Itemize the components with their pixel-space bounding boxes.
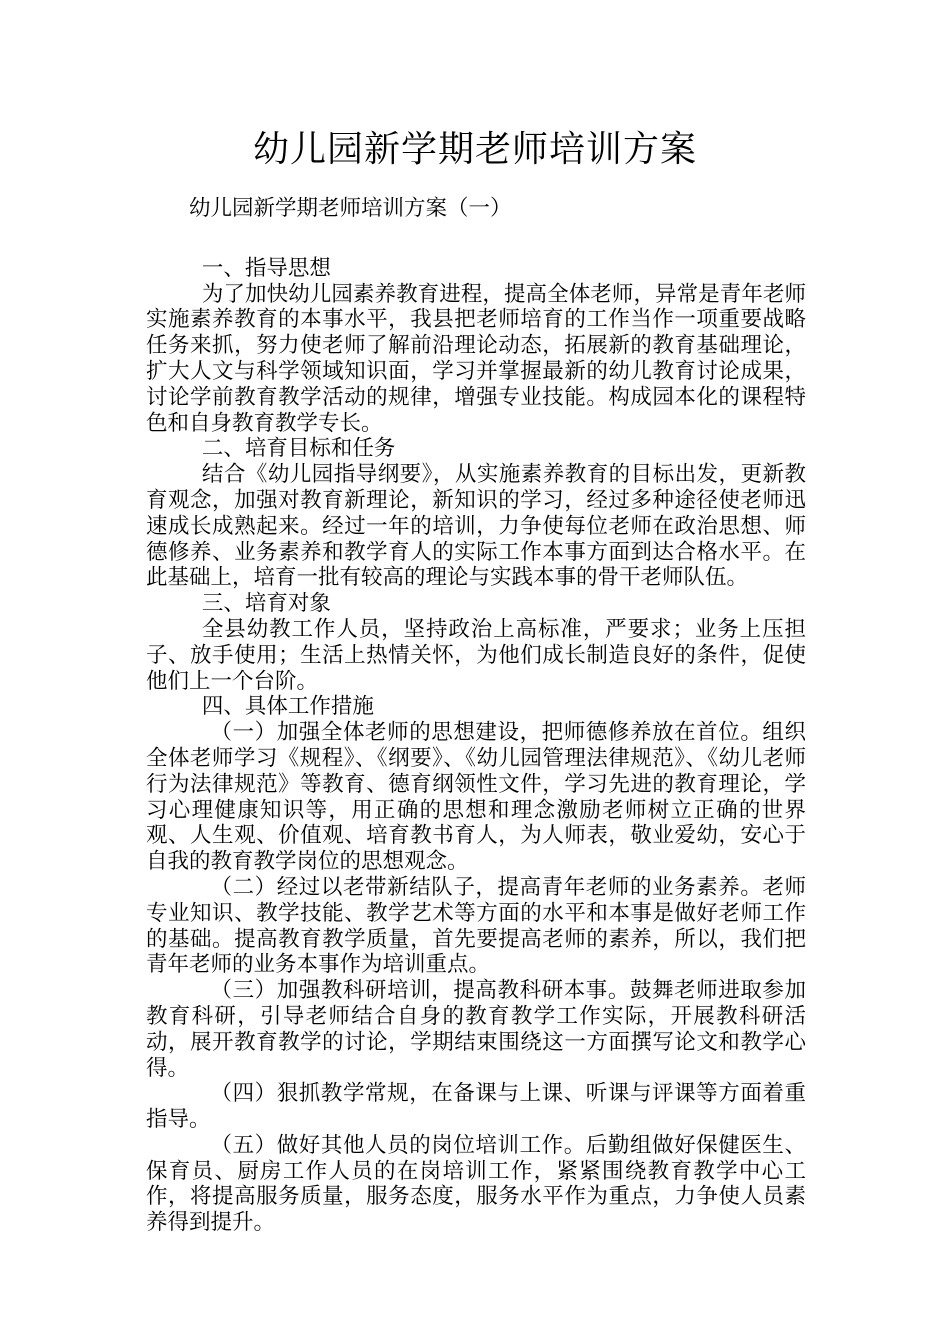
section-paragraph: （五）做好其他人员的岗位培训工作。后勤组做好保健医生、保育员、厨房工作人员的在岗培训工作，紧紧围绕教育教学中心工作，将提高服务质量，服务态度，服务水平作为重点，力争使人员素养得到提升。 [146,1132,806,1236]
section-work-measures [146,694,806,1236]
section-heading: 三、培育对象 [201,591,331,617]
section-paragraph: 结合《幼儿园指导纲要》，从实施素养教育的目标出发，更新教育观念，加强对教育新理论，新知识的学习，经过多种途径使老师迅速成长成熟起来。经过一年的培训，力争使每位老师在政治思想、师德修养、业务素养和教学育人的实际工作本事方面到达合格水平。在此基础上，培育一批有较高的理论与实践本事的骨干老师队伍。 [146,462,806,591]
section-heading: 四、具体工作措施 [201,694,374,720]
section-paragraph: 为了加快幼儿园素养教育进程，提高全体老师，异常是青年老师实施素养教育的本事水平，我县把老师培育的工作当作一项重要战略任务来抓，努力使老师了解前沿理论动态，拓展新的教育基础理论，扩大人文与科学领域知识面，学习并掌握最新的幼儿教育讨论成果，讨论学前教育教学活动的规律，增强专业技能。构成园本化的课程特色和自身教育教学专长。 [146,281,806,436]
document-subtitle: 幼儿园新学期老师培训方案（一） [189,196,512,221]
section-goals-and-tasks [146,436,806,591]
section-guiding-ideology [146,256,806,437]
section-paragraph: （一）加强全体老师的思想建设，把师德修养放在首位。组织全体老师学习《规程》、《纲要》、《幼儿园管理法律规范》、《幼儿老师行为法律规范》等教育、德育纲领性文件，学习先进的教育理论，学习心理健康知识等，用正确的思想和理念激励老师树立正确的世界观、人生观、价值观、培育教书育人，为人师表，敬业爱幼，安心于自我的教育教学岗位的思想观念。 [146,720,806,875]
section-paragraph: （三）加强教科研培训，提高教科研本事。鼓舞老师进取参加教育科研，引导老师结合自身的教育教学工作实际，开展教科研活动，展开教育教学的讨论，学期结束围绕这一方面撰写论文和教学心得。 [146,978,806,1081]
section-paragraph: 全县幼教工作人员，坚持政治上高标准，严要求；业务上压担子、放手使用；生活上热情关怀，为他们成长制造良好的条件，促使他们上一个台阶。 [146,616,806,694]
section-training-targets [146,591,806,694]
document-title: 幼儿园新学期老师培训方案 [252,129,697,170]
section-paragraph: （四）狠抓教学常规，在备课与上课、听课与评课等方面着重指导。 [146,1081,806,1133]
document-body [146,196,806,1236]
section-paragraph: （二）经过以老带新结队子，提高青年老师的业务素养。老师专业知识、教学技能、教学艺术等方面的水平和本事是做好老师工作的基础。提高教育教学质量，首先要提高老师的素养，所以，我们把青年老师的业务本事作为培训重点。 [146,874,806,978]
section-heading: 二、培育目标和任务 [201,436,396,462]
section-heading: 一、指导思想 [201,255,331,281]
